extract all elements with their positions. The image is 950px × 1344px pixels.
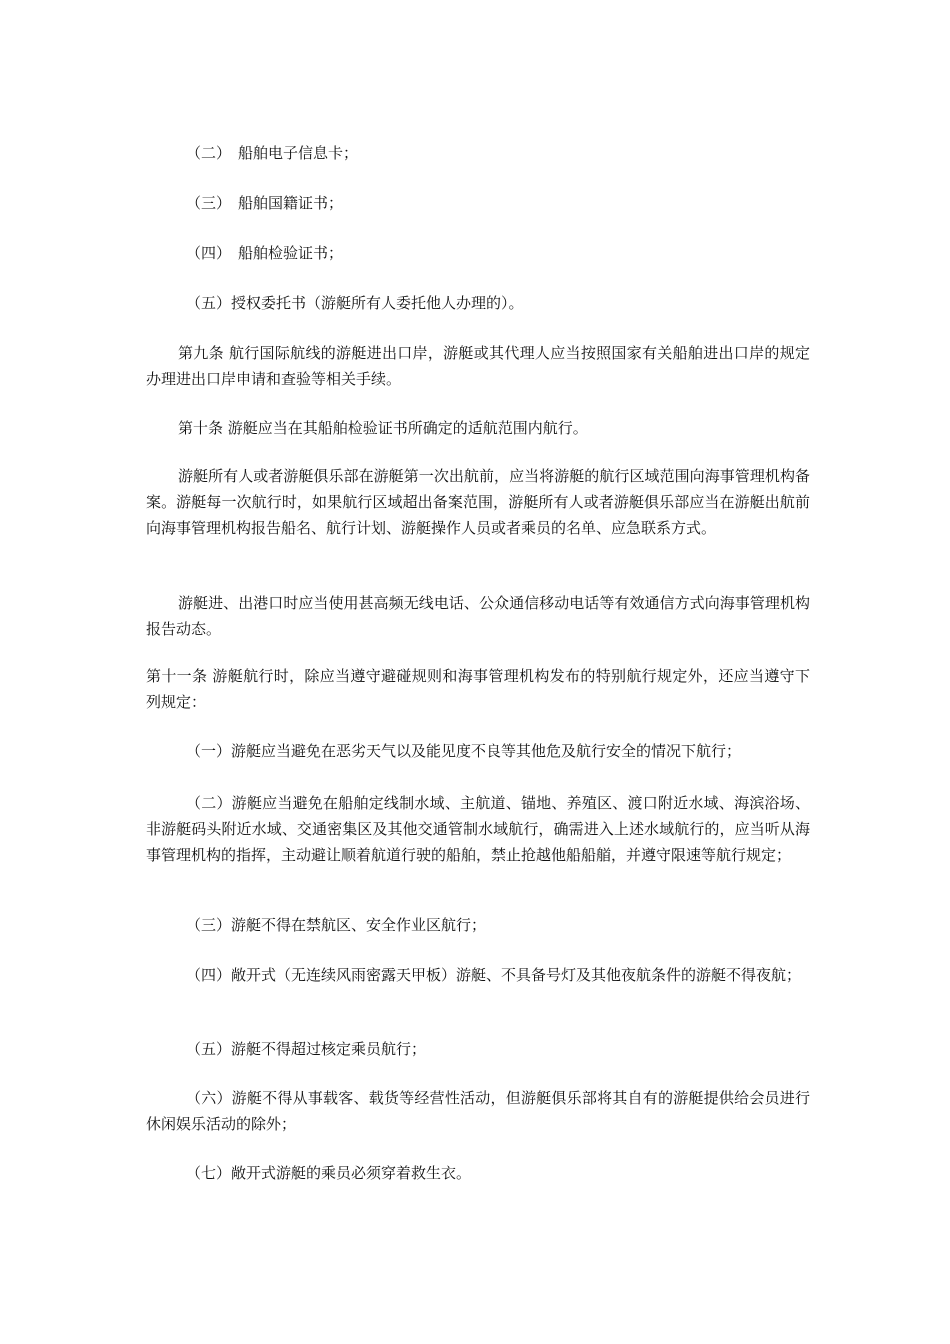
list-item	[186, 190, 343, 216]
item-marker: （二）	[186, 144, 232, 162]
item-text: 船舶检验证书；	[238, 244, 344, 262]
article-11-item: （五）游艇不得超过核定乘员航行；	[186, 1040, 427, 1058]
item-marker: （三）	[186, 194, 232, 212]
list-item: （五）授权委托书（游艇所有人委托他人办理的）。	[186, 294, 524, 312]
article-11-item: （六）游艇不得从事载客、载货等经营性活动，但游艇俱乐部将其自有的游艇提供给会员进行休闲娱乐活动的除外；	[146, 1089, 810, 1133]
item-marker: （四）	[186, 244, 232, 262]
article-11-item: （七）敞开式游艇的乘员必须穿着救生衣。	[186, 1164, 472, 1182]
article-11-item: （四）敞开式（无连续风雨密露天甲板）游艇、不具备号灯及其他夜航条件的游艇不得夜航；	[186, 966, 802, 984]
list-item	[186, 140, 358, 166]
item-text: 船舶电子信息卡；	[238, 144, 359, 162]
article-11-item: （二）游艇应当避免在船舶定线制水域、主航道、锚地、养殖区、渡口附近水域、海滨浴场、非游艇码头附近水域、交通密集区及其他交通管制水域航行，确需进入上述水域航行的，应当听从海事管理机构的指挥，主动避让顺着航道行驶的船舶，禁止抢越他船船艏，并遵守限速等航行规定；	[146, 794, 810, 864]
article-10: 第十条 游艇应当在其船舶检验证书所确定的适航范围内航行。	[178, 419, 588, 437]
article-11-item: （三）游艇不得在禁航区、安全作业区航行；	[186, 916, 487, 934]
article-9: 第九条 航行国际航线的游艇进出口岸，游艇或其代理人应当按照国家有关船舶进出口岸的规定办理进出口岸申请和查验等相关手续。	[146, 344, 810, 388]
article-11-item: （一）游艇应当避免在恶劣天气以及能见度不良等其他危及航行安全的情况下航行；	[186, 742, 742, 760]
article-10-paragraph: 游艇所有人或者游艇俱乐部在游艇第一次出航前，应当将游艇的航行区域范围向海事管理机构备案。游艇每一次航行时，如果航行区域超出备案范围，游艇所有人或者游艇俱乐部应当在游艇出航前向海事管理机构报告船名、航行计划、游艇操作人员或者乘员的名单、应急联系方式。	[146, 467, 810, 537]
article-11: 第十一条 游艇航行时，除应当遵守避碰规则和海事管理机构发布的特别航行规定外，还应当遵守下列规定：	[146, 667, 810, 711]
list-item	[186, 240, 343, 266]
item-text: 船舶国籍证书；	[238, 194, 344, 212]
article-10-paragraph: 游艇进、出港口时应当使用甚高频无线电话、公众通信移动电话等有效通信方式向海事管理机构报告动态。	[146, 594, 810, 638]
